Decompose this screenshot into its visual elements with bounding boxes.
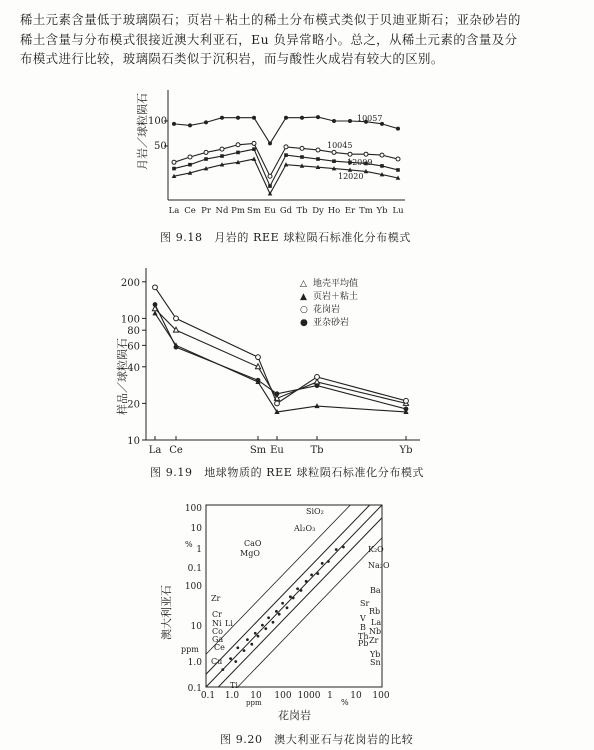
fig19-point (255, 364, 260, 369)
fig18-point (220, 116, 224, 120)
paragraph-line: 布模式进行比较，玻璃陨石类似于沉积岩，而与酸性火成岩有较大的区别。 (20, 51, 444, 66)
fig19-series (152, 285, 408, 414)
fig20-xticks (201, 691, 390, 701)
fig20-diagonal-line (238, 538, 382, 687)
fig20-point (234, 660, 237, 663)
legend-marker-circle-filled: ● (300, 318, 308, 328)
fig20-point (300, 589, 303, 592)
legend-label: 地壳平均值 (313, 279, 359, 289)
fig20-yticks (185, 504, 202, 694)
legend-label: 亚杂砂岩 (313, 318, 350, 328)
fig18-point (252, 116, 256, 120)
fig20-unit-percent-x: % (341, 698, 349, 707)
fig20-element-label: La (371, 618, 382, 627)
fig20-point (296, 587, 299, 590)
fig19-point (153, 302, 158, 307)
fig20-element-label: Zr (211, 594, 221, 603)
fig18-xtick: Tm (359, 206, 373, 216)
fig18-point (252, 141, 256, 145)
fig19-point (174, 316, 179, 321)
fig18-point (220, 154, 224, 158)
fig18-point (268, 141, 272, 145)
fig19-point (256, 355, 261, 360)
fig19-point (315, 375, 320, 380)
fig18-point (172, 160, 176, 164)
fig20-xtick: 0.1 (200, 691, 216, 701)
fig20-point (289, 595, 292, 598)
fig20-ytick: 1.0 (187, 658, 202, 668)
fig18-xtick: La (168, 206, 180, 216)
fig19-caption: 图 9.19 地球物质的 REE 球粒陨石标准化分布模式 (150, 466, 425, 479)
legend-marker-triangle-open: △ (300, 279, 307, 289)
fig18-xtick: Sm (247, 206, 261, 216)
fig20-point (221, 668, 224, 671)
fig20-xtick: 1.0 (224, 691, 240, 701)
fig20-unit-percent: % (185, 540, 193, 549)
fig20-diagonal-line (206, 505, 350, 654)
fig20-point (310, 574, 313, 577)
fig20-element-labels-left (211, 594, 238, 690)
fig20-ytick: 10 (190, 622, 202, 632)
fig20-diagonal-line (206, 505, 370, 674)
fig19-ytick: 100 (120, 314, 140, 326)
fig18-series-label: 12009 (347, 158, 373, 167)
fig20-element-label: Ni (212, 619, 222, 628)
fig19-ytick: 200 (120, 277, 140, 289)
fig18-point (236, 116, 240, 120)
fig20-element-label: Ti (230, 681, 238, 690)
oxide-label: K₂O (368, 545, 384, 554)
fig18-xtick: Ce (184, 206, 196, 216)
fig18-series (172, 115, 401, 195)
fig20-element-label: Ce (214, 643, 225, 652)
fig18-point (316, 157, 320, 161)
fig18-point (220, 147, 224, 151)
fig18-xtick: Ho (327, 206, 341, 216)
fig18-point (204, 120, 208, 124)
fig20-xtick: 1 (327, 691, 333, 701)
fig18-xtick: Lu (392, 206, 404, 216)
fig19-xtick: Yb (399, 445, 413, 456)
fig20-xlabel: 花岗岩 (278, 709, 311, 722)
fig20-xtick: 10 (350, 691, 362, 701)
fig18-point (188, 155, 192, 159)
legend-label: 页岩＋粘土 (313, 292, 359, 302)
fig20-point (264, 627, 267, 630)
fig18-xtick: Gd (279, 206, 293, 216)
fig20-ytick: 100 (184, 504, 202, 514)
fig20-point (261, 624, 264, 627)
fig20-diagonal-line (218, 518, 382, 687)
fig20-element-label: Li (225, 619, 233, 628)
fig19-point (404, 407, 409, 412)
fig19-xtick: Sm (249, 445, 267, 456)
fig18-point (284, 145, 288, 149)
fig18-xtick: Tb (296, 206, 308, 216)
fig18-point (268, 174, 272, 178)
fig18-point (236, 151, 240, 155)
figure-9-19 (115, 268, 420, 456)
fig18-point (396, 157, 400, 161)
fig19-ytick: 10 (127, 436, 140, 447)
fig20-point (286, 606, 289, 609)
fig20-element-label: Yb (370, 650, 381, 659)
fig20-point (335, 548, 338, 551)
fig20-element-label: Ba (370, 586, 381, 595)
fig19-xtick: La (148, 445, 162, 456)
fig20-xtick: 10 (250, 691, 262, 701)
fig19-series-line (155, 309, 406, 404)
fig20-element-label: Ga (212, 635, 224, 644)
fig19-series-line (155, 287, 406, 403)
legend-marker-circle-open: ○ (300, 305, 308, 315)
fig20-oxide-labels (240, 507, 390, 570)
fig18-point (380, 164, 384, 168)
fig20-element-label: Pb (358, 639, 369, 648)
fig19-point (314, 403, 319, 408)
fig18-ytick: 50 (154, 141, 167, 152)
fig20-ytick: 100 (184, 582, 202, 592)
fig20-unit-ppm-x: ppm (246, 699, 262, 707)
fig20-element-label: B (360, 623, 366, 632)
fig18-caption: 图 9.18 月岩的 REE 球粒陨石标准化分布模式 (160, 231, 411, 244)
fig20-ytick: 0.1 (187, 564, 202, 574)
fig18-point (348, 119, 352, 123)
fig20-point (267, 616, 270, 619)
fig19-xtick: Tb (310, 445, 324, 456)
fig18-point (284, 153, 288, 157)
fig20-point (250, 643, 253, 646)
fig18-point (332, 150, 336, 154)
fig18-series-label: 10045 (327, 141, 353, 150)
fig20-unit-ppm: ppm (181, 645, 199, 654)
fig18-xtick: Yb (376, 206, 388, 216)
fig20-element-label: Rb (369, 607, 381, 616)
paragraph-line: 稀土含量与分布模式很接近澳大利亚石，Eu 负异常略小。总之，从稀土元素的含量及分 (20, 31, 518, 47)
fig18-point (380, 153, 384, 157)
paragraph-line: 稀土元素含量低于玻璃陨石；页岩＋粘土的稀土分布模式类似于贝迪亚斯石；亚杂砂岩的 (20, 12, 521, 27)
fig19-point (275, 391, 280, 396)
fig20-element-label: Cu (211, 657, 223, 666)
fig18-point (252, 147, 256, 151)
fig20-caption: 图 9.20 澳大利亚石与花岗岩的比较 (220, 733, 414, 746)
legend-marker-triangle-filled: ▲ (300, 292, 307, 302)
fig19-point (256, 378, 261, 383)
fig18-xtick: Pm (231, 206, 245, 216)
fig18-point (284, 116, 288, 120)
fig20-element-labels-right (358, 586, 381, 667)
fig18-series-label: 10057 (357, 114, 383, 123)
fig18-xtick: Eu (264, 206, 276, 216)
fig18-point (316, 148, 320, 152)
fig20-xtick: 100 (274, 691, 292, 701)
fig19-ytick: 60 (127, 341, 140, 353)
fig18-point (188, 123, 192, 127)
fig18-point (348, 152, 352, 156)
oxide-label: Al₂O₃ (294, 524, 316, 533)
fig19-ytick: 80 (127, 326, 140, 338)
fig20-xtick: 1000 (297, 691, 321, 701)
fig18-point (332, 159, 336, 163)
fig20-point (327, 560, 330, 563)
fig18-point (300, 116, 304, 120)
fig19-xtick: Eu (270, 445, 284, 456)
fig20-point (321, 562, 324, 565)
fig18-point (300, 146, 304, 150)
fig18-ylabel: 月岩／球粒陨石 (136, 93, 149, 170)
fig19-series-line (155, 305, 406, 409)
fig20-point (342, 546, 345, 549)
fig20-point (257, 635, 260, 638)
legend-label: 花岗岩 (313, 305, 341, 315)
fig19-ylabel: 样品／球粒陨石 (116, 338, 129, 415)
oxide-label: MgO (240, 549, 260, 558)
fig19-point (275, 401, 280, 406)
fig20-point (292, 597, 295, 600)
fig18-xtick: Nd (215, 206, 229, 216)
fig20-element-label: Nb (369, 627, 382, 636)
fig20-point (275, 610, 278, 613)
fig19-ytick: 40 (127, 362, 140, 374)
fig20-xtick: 100 (372, 691, 390, 701)
fig20-element-label: Sn (370, 658, 381, 667)
fig20-element-label: Co (212, 627, 223, 636)
fig19-point (315, 383, 320, 388)
fig18-point (300, 155, 304, 159)
fig19-legend (300, 277, 358, 328)
fig18-xticks (169, 206, 404, 216)
fig19-ytick: 20 (127, 399, 140, 411)
fig20-point (254, 632, 257, 635)
fig20-point (316, 572, 319, 575)
fig18-point (172, 167, 176, 171)
fig20-element-label: Zr (369, 636, 379, 645)
oxide-label: CaO (244, 539, 262, 548)
fig19-xtick: Ce (169, 445, 183, 456)
fig19-point (174, 345, 179, 350)
fig20-ylabel: 澳大利亚石 (160, 585, 173, 640)
fig20-ytick: 0.1 (187, 684, 202, 694)
fig18-point (364, 152, 368, 156)
fig20-point (305, 580, 308, 583)
fig18-point (204, 157, 208, 161)
fig18-point (396, 168, 400, 172)
figure-9-18 (135, 90, 405, 216)
fig18-ytick: 100 (148, 116, 168, 127)
fig20-point (272, 621, 275, 624)
fig18-point (396, 127, 400, 131)
fig20-element-label: V (360, 614, 366, 623)
fig18-series-label: 12020 (338, 172, 364, 181)
fig20-element-label: Cr (212, 610, 222, 619)
oxide-label: SiO₂ (306, 507, 324, 516)
fig20-point (236, 646, 239, 649)
fig18-point (316, 115, 320, 119)
fig18-point (204, 150, 208, 154)
fig18-xtick: Pr (201, 206, 211, 216)
fig20-point (246, 638, 249, 641)
fig19-xticks (149, 436, 413, 456)
fig18-point (332, 119, 336, 123)
fig20-ytick: 10 (190, 524, 202, 534)
fig20-element-label: Sr (360, 599, 370, 608)
fig19-point (404, 398, 409, 403)
fig18-point (236, 143, 240, 147)
fig19-point (153, 285, 158, 290)
fig18-xtick: Dy (312, 206, 324, 216)
fig18-point (172, 122, 176, 126)
fig20-ytick: 1 (196, 545, 202, 555)
oxide-label: Na₂O (368, 561, 390, 570)
fig18-xtick: Er (344, 206, 356, 216)
fig18-point (252, 157, 257, 161)
fig20-point (278, 613, 281, 616)
fig18-point (268, 184, 272, 188)
fig20-point (229, 657, 232, 660)
fig20-point (281, 602, 284, 605)
fig18-point (188, 163, 192, 167)
fig20-point (243, 649, 246, 652)
figure-9-20 (159, 504, 390, 722)
fig20-element-label: Th (358, 632, 369, 641)
